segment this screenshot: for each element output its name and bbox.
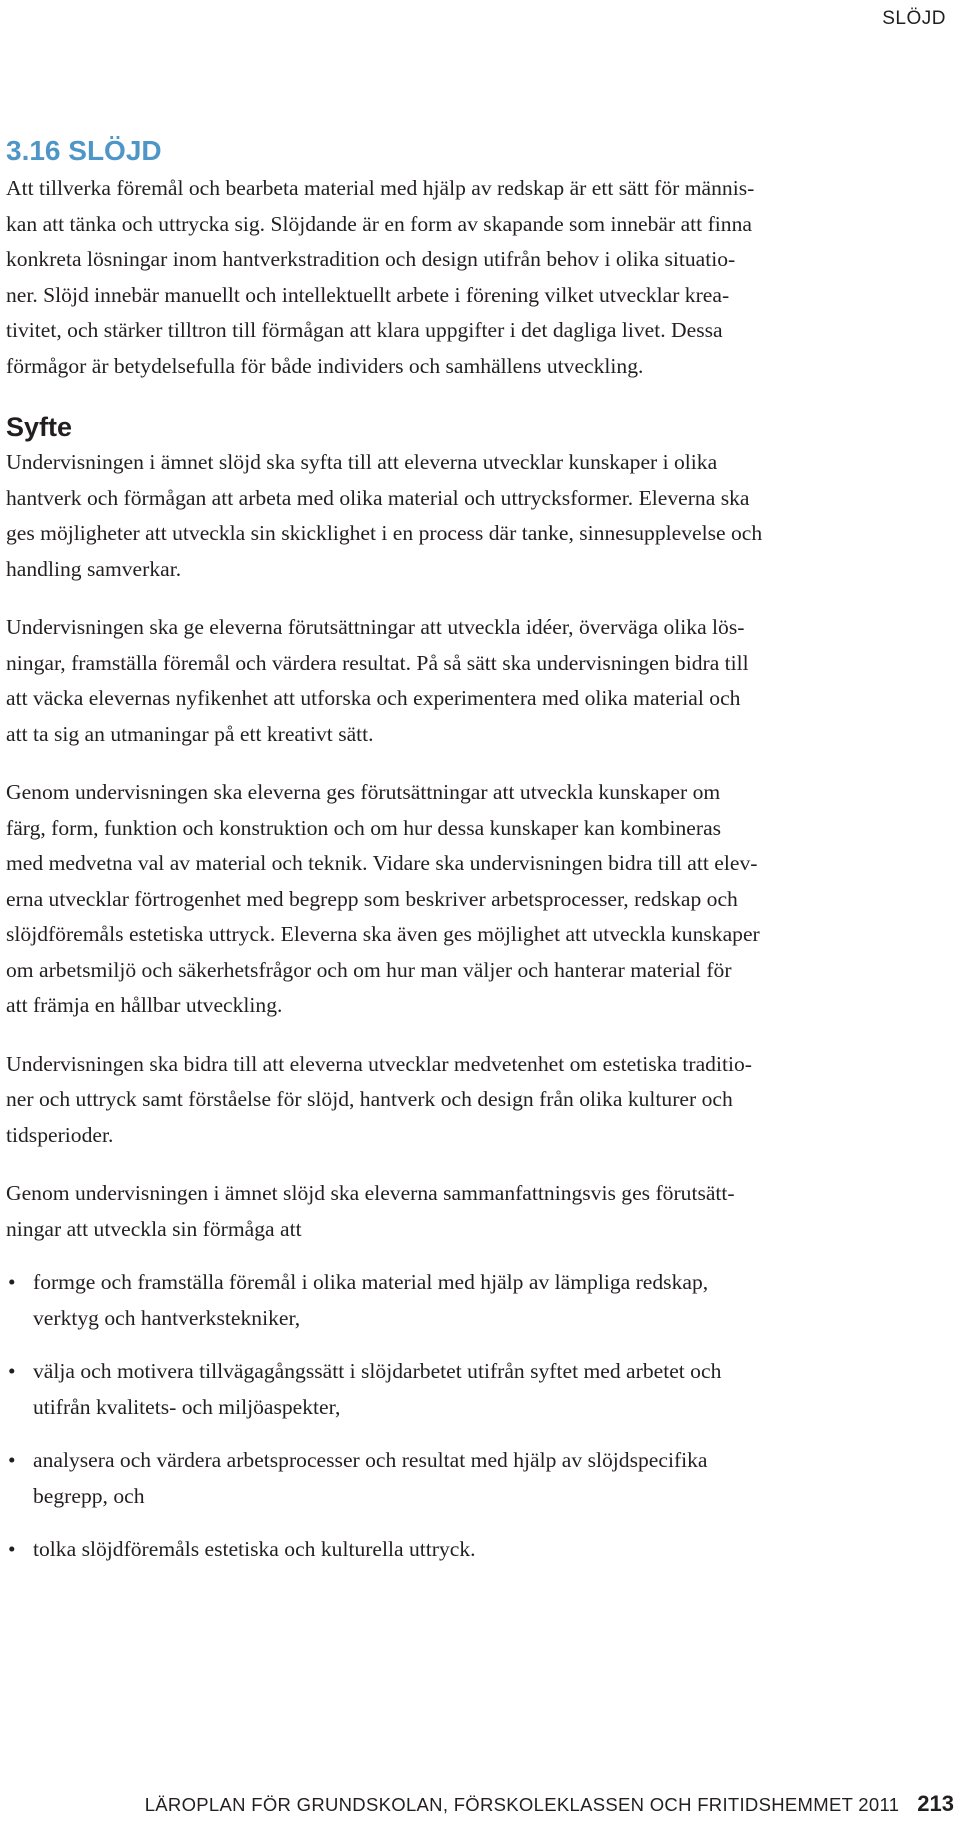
- section-title: 3.16 SLÖJD: [6, 135, 162, 166]
- paragraph-line: ningar, framställa föremål och värdera resultat. På så sätt ska undervisningen bidra till: [6, 650, 749, 675]
- syfte-paragraph: [6, 1176, 956, 1247]
- page-content: [6, 133, 956, 1586]
- intro-line: förmågor är betydelsefulla för både individers och samhällens utveckling.: [6, 353, 644, 378]
- bullet-icon: •: [8, 1448, 16, 1472]
- bullet-icon: •: [8, 1359, 16, 1383]
- intro-line: Att tillverka föremål och bearbeta material med hjälp av redskap är ett sätt för männis-: [6, 176, 755, 200]
- page-number: 213: [917, 1791, 954, 1816]
- paragraph-line: att främja en hållbar utveckling.: [6, 993, 283, 1017]
- paragraph-line: Undervisningen i ämnet slöjd ska syfta till att eleverna utvecklar kunskaper i olika: [6, 450, 718, 474]
- intro-line: ner. Slöjd innebär manuellt och intellektuellt arbete i förening vilket utvecklar krea-: [6, 282, 730, 307]
- list-item-line: välja och motivera tillvägagångssätt i slöjdarbetet utifrån syftet med arbetet och: [33, 1359, 722, 1383]
- paragraph-line: att ta sig an utmaningar på ett kreativt sätt.: [6, 721, 374, 746]
- paragraph-line: ges möjligheter att utveckla sin skicklighet i en process där tanke, sinnesupplevelse och: [6, 521, 763, 545]
- list-item: [6, 1532, 956, 1568]
- paragraph-line: att väcka elevernas nyfikenhet att utforska och experimentera med olika material och: [6, 686, 741, 710]
- paragraph-line: handling samverkar.: [6, 556, 182, 581]
- paragraph-line: ningar att utveckla sin förmåga att: [6, 1216, 302, 1241]
- list-item-line: utifrån kvalitets- och miljöaspekter,: [33, 1394, 341, 1419]
- list-item: [6, 1354, 956, 1425]
- ability-list: [6, 1265, 956, 1568]
- syfte-paragraph: [6, 445, 956, 587]
- bullet-icon: •: [8, 1537, 16, 1561]
- paragraph-line: tidsperioder.: [6, 1122, 114, 1147]
- paragraph-line: hantverk och förmågan att arbeta med olika material och uttrycksformer. Eleverna ska: [6, 485, 750, 510]
- paragraph-line: färg, form, funktion och konstruktion och om hur dessa kunskaper kan kombineras: [6, 815, 722, 840]
- syfte-paragraph: [6, 1047, 956, 1154]
- list-item: [6, 1443, 956, 1514]
- syfte-paragraph: [6, 775, 956, 1024]
- paragraph-line: ner och uttryck samt förståelse för slöjd, hantverk och design från olika kulturer och: [6, 1087, 733, 1111]
- syfte-paragraph: [6, 610, 956, 752]
- paragraph-line: med medvetna val av material och teknik. Vidare ska undervisningen bidra till att elev-: [6, 851, 758, 875]
- list-item-line: begrepp, och: [33, 1483, 145, 1508]
- paragraph-line: Undervisningen ska bidra till att eleverna utvecklar medvetenhet om estetiska traditio-: [6, 1051, 752, 1076]
- list-item: [6, 1265, 956, 1336]
- bullet-icon: •: [8, 1270, 16, 1294]
- intro-line: tivitet, och stärker tilltron till förmågan att klara uppgifter i det dagliga livet. Dessa: [6, 318, 723, 342]
- paragraph-line: slöjdföremåls estetiska uttryck. Eleverna ska även ges möjlighet att utveckla kunskaper: [6, 922, 760, 946]
- subheading-syfte: Syfte: [6, 412, 73, 442]
- list-item-line: analysera och värdera arbetsprocesser och resultat med hjälp av slöjdspecifika: [33, 1448, 708, 1472]
- list-item-line: formge och framställa föremål i olika material med hjälp av lämpliga redskap,: [33, 1270, 709, 1294]
- paragraph-line: Genom undervisningen i ämnet slöjd ska eleverna sammanfattningsvis ges förutsätt-: [6, 1181, 735, 1205]
- paragraph-line: om arbetsmiljö och säkerhetsfrågor och om hur man väljer och hanterar material för: [6, 957, 732, 982]
- intro-line: kan att tänka och uttrycka sig. Slöjdande är en form av skapande som innebär att finna: [6, 211, 752, 236]
- list-item-line: verktyg och hantverkstekniker,: [33, 1305, 301, 1330]
- intro-line: konkreta lösningar inom hantverkstradition och design utifrån behov i olika situatio-: [6, 247, 736, 271]
- paragraph-line: erna utvecklar förtrogenhet med begrepp som beskriver arbetsprocesser, redskap och: [6, 886, 738, 911]
- page-footer: [145, 1791, 954, 1817]
- footer-publication-title: LÄROPLAN FÖR GRUNDSKOLAN, FÖRSKOLEKLASSEN OCH FRITIDSHEMMET 2011: [144, 1794, 900, 1815]
- paragraph-line: Undervisningen ska ge eleverna förutsättningar att utveckla idéer, överväga olika lös-: [6, 615, 745, 639]
- running-header: SLÖJD: [882, 8, 946, 29]
- list-item-line: tolka slöjdföremåls estetiska och kulturella uttryck.: [33, 1537, 476, 1561]
- paragraph-line: Genom undervisningen ska eleverna ges förutsättningar att utveckla kunskaper om: [6, 780, 721, 804]
- intro-paragraph: [6, 171, 956, 384]
